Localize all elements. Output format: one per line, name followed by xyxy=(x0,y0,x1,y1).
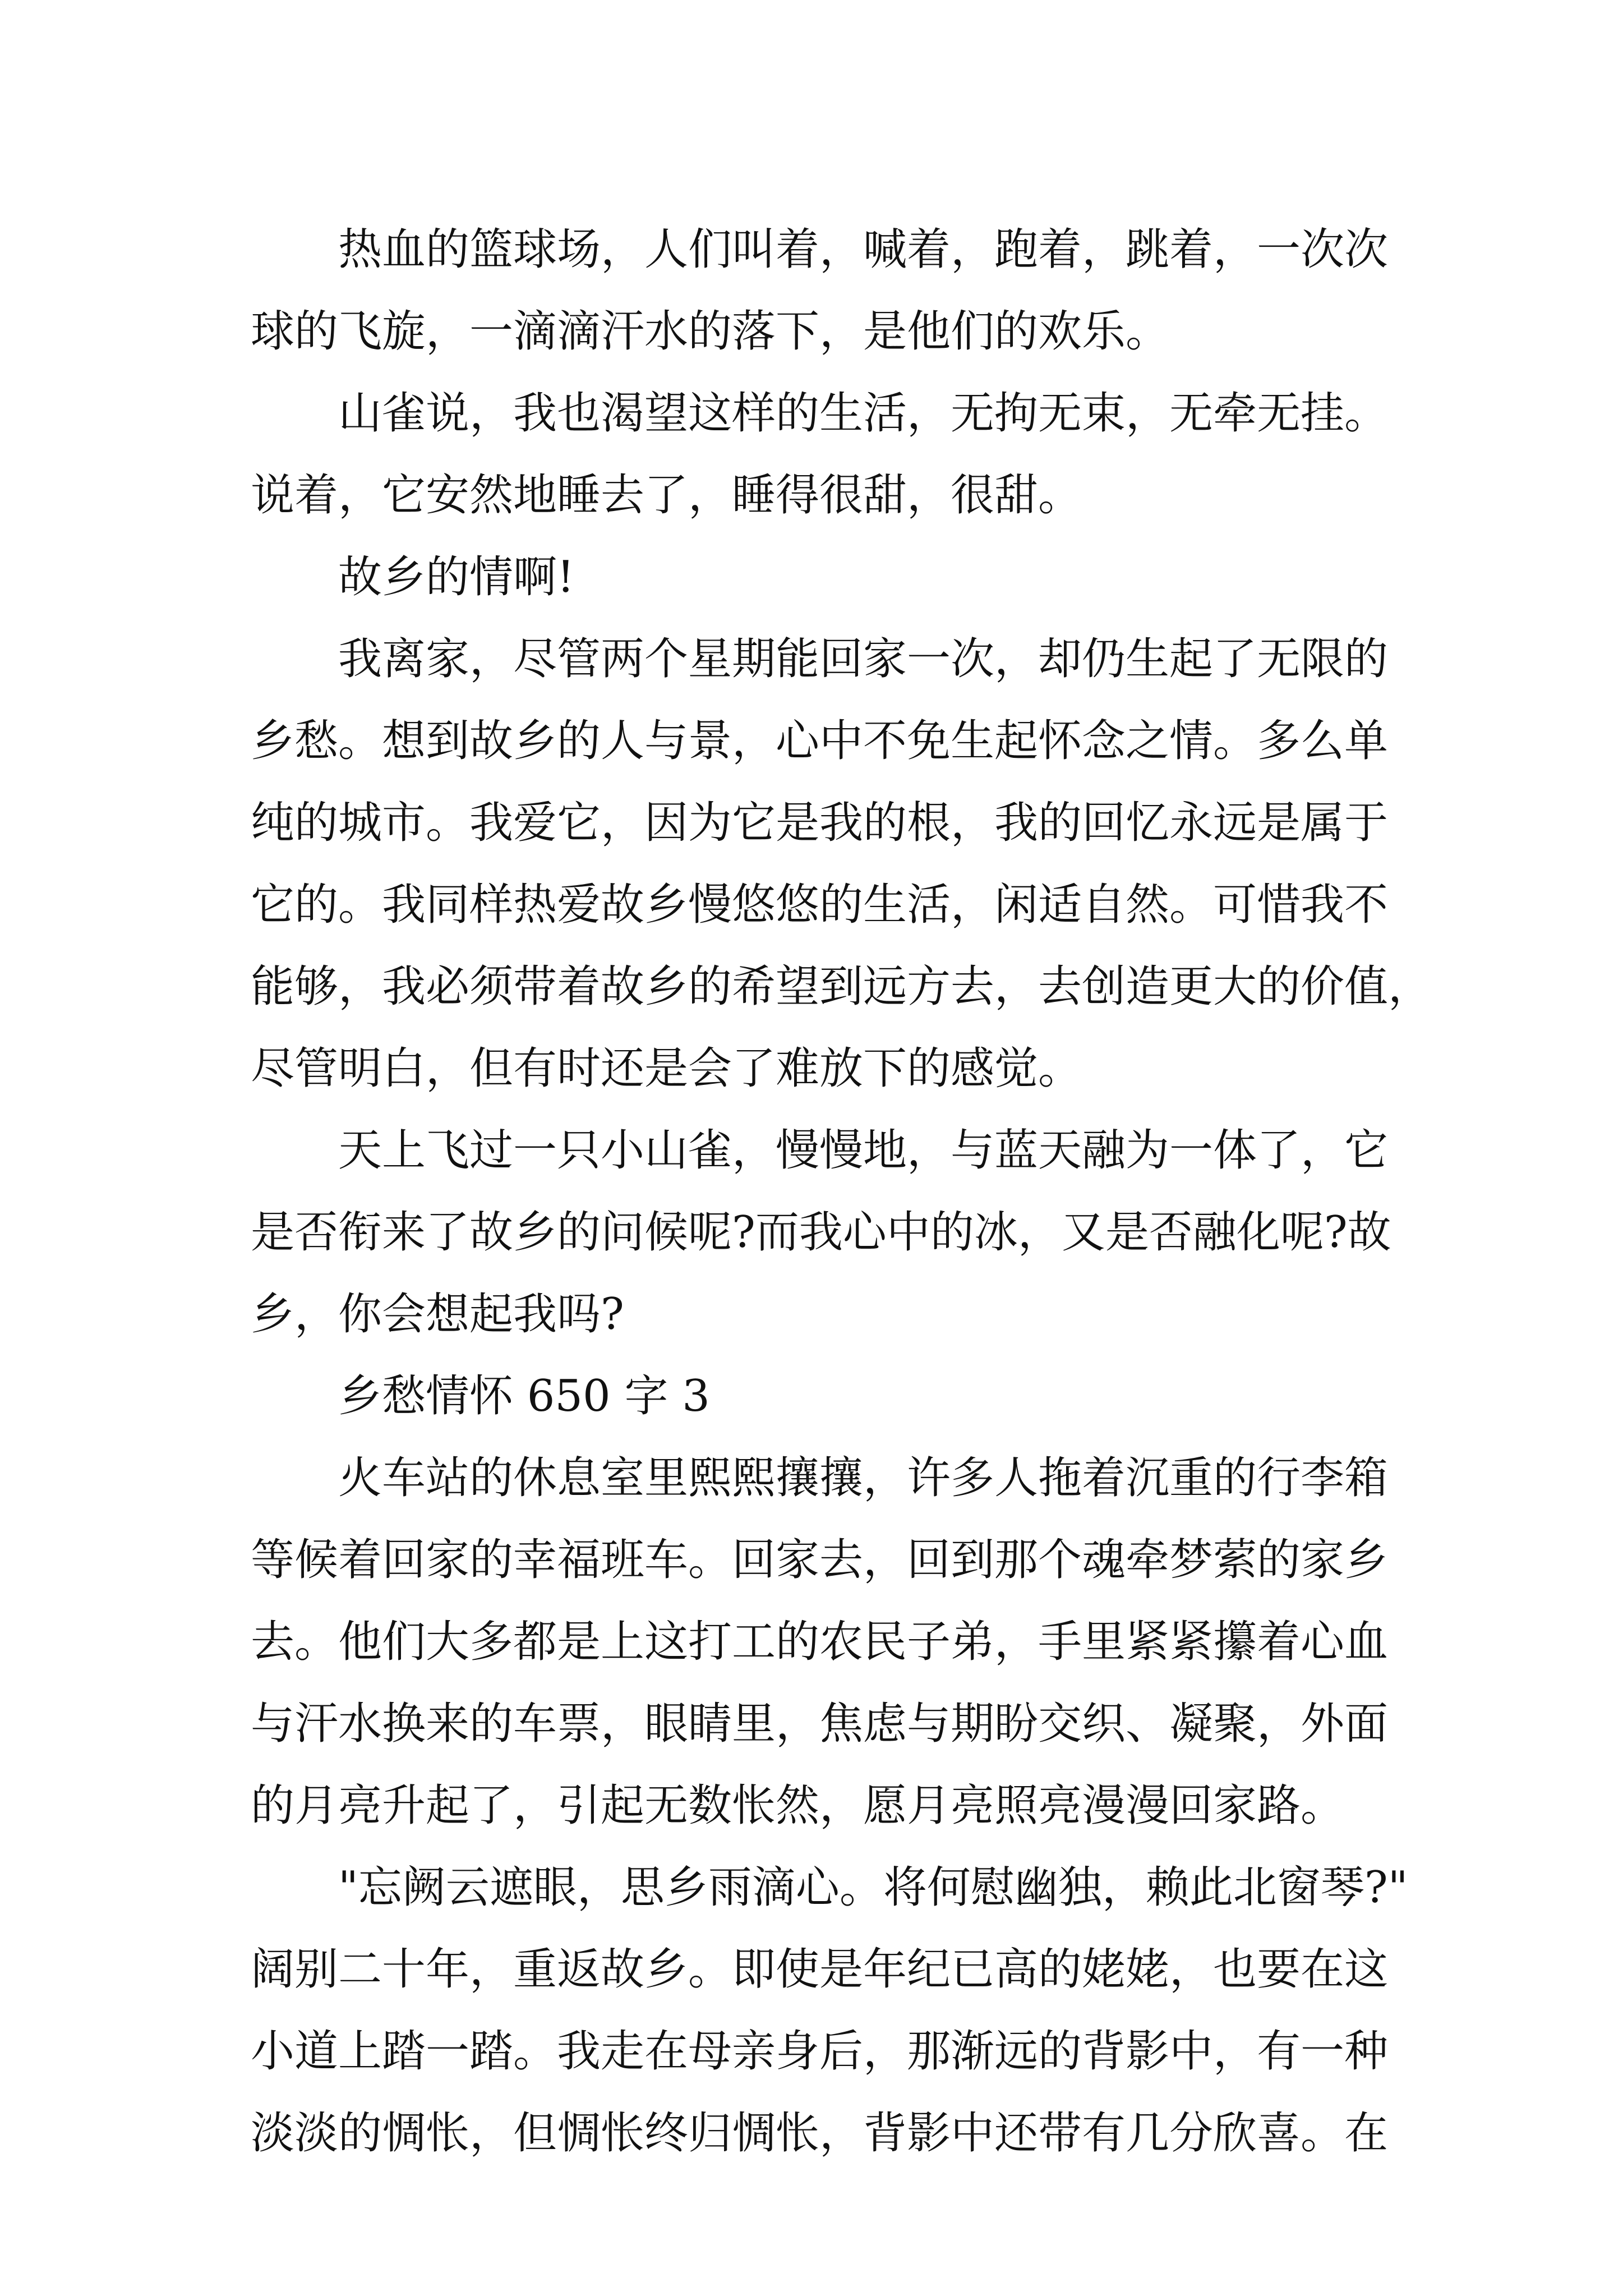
section-heading xyxy=(251,1355,1378,1437)
text-line: 与汗水换来的车票，眼睛里，焦虑与期盼交织、凝聚，外面 xyxy=(251,1699,1389,1749)
text-line: 小道上踏一踏。我走在母亲身后，那渐远的背影中，有一种 xyxy=(251,2026,1389,2077)
text-line: 尽管明白，但有时还是会了难放下的感觉。 xyxy=(251,1043,1082,1094)
text-line: "忘阙云遮眼，思乡雨滴心。将何慰幽独，赖此北窗琴?" xyxy=(338,1862,1408,1913)
text-line: 淡淡的惆怅，但惆怅终归惆怅，背影中还带有几分欣喜。在 xyxy=(251,2108,1389,2159)
text-line: 天上飞过一只小山雀，慢慢地，与蓝天融为一体了，它 xyxy=(338,1125,1389,1176)
text-line: 山雀说，我也渴望这样的生活，无拘无束，无牵无挂。 xyxy=(338,388,1389,439)
paragraph-train-station xyxy=(251,1437,1389,1847)
document-body xyxy=(251,209,1432,2174)
paragraph-sky-sparrow xyxy=(251,1110,1391,1355)
text-line: 能够，我必须带着故乡的希望到远方去，去创造更大的价值， xyxy=(251,961,1432,1012)
text-line: 的月亮升起了，引起无数怅然，愿月亮照亮漫漫回家路。 xyxy=(251,1780,1345,1831)
text-line: 纯的城市。我爱它，因为它是我的根，我的回忆永远是属于 xyxy=(251,798,1389,848)
text-line: 阔别二十年，重返故乡。即使是年纪已高的姥姥，也要在这 xyxy=(251,1944,1389,1995)
paragraph-hometown-exclaim xyxy=(251,536,1378,618)
text-line: 我离家，尽管两个星期能回家一次，却仍生起了无限的 xyxy=(338,634,1389,684)
text-line: 火车站的休息室里熙熙攘攘，许多人拖着沉重的行李箱 xyxy=(338,1453,1389,1503)
paragraph-basketball xyxy=(251,209,1389,372)
text-line: 球的飞旋，一滴滴汗水的落下，是他们的欢乐。 xyxy=(251,306,1170,357)
text-line: 故乡的情啊! xyxy=(338,552,575,602)
text-line: 热血的篮球场，人们叫着，喊着，跑着，跳着，一次次 xyxy=(338,224,1389,275)
text-line: 等候着回家的幸福班车。回家去，回到那个魂牵梦萦的家乡 xyxy=(251,1535,1389,1585)
text-line: 说着，它安然地睡去了，睡得很甜，很甜。 xyxy=(251,470,1082,521)
paragraph-poem-return xyxy=(251,1847,1408,2174)
text-line: 乡愁。想到故乡的人与景，心中不免生起怀念之情。多么单 xyxy=(251,716,1389,766)
paragraph-leaving-home xyxy=(251,618,1432,1110)
text-line: 去。他们大多都是上这打工的农民子弟，手里紧紧攥着心血 xyxy=(251,1617,1389,1667)
heading-text: 乡愁情怀 650 字 3 xyxy=(338,1371,710,1421)
text-line: 是否衔来了故乡的问候呢?而我心中的冰，又是否融化呢?故 xyxy=(251,1207,1391,1258)
paragraph-sparrow-says xyxy=(251,372,1389,536)
text-line: 它的。我同样热爱故乡慢悠悠的生活，闲适自然。可惜我不 xyxy=(251,880,1389,930)
text-line: 乡，你会想起我吗? xyxy=(251,1289,624,1340)
